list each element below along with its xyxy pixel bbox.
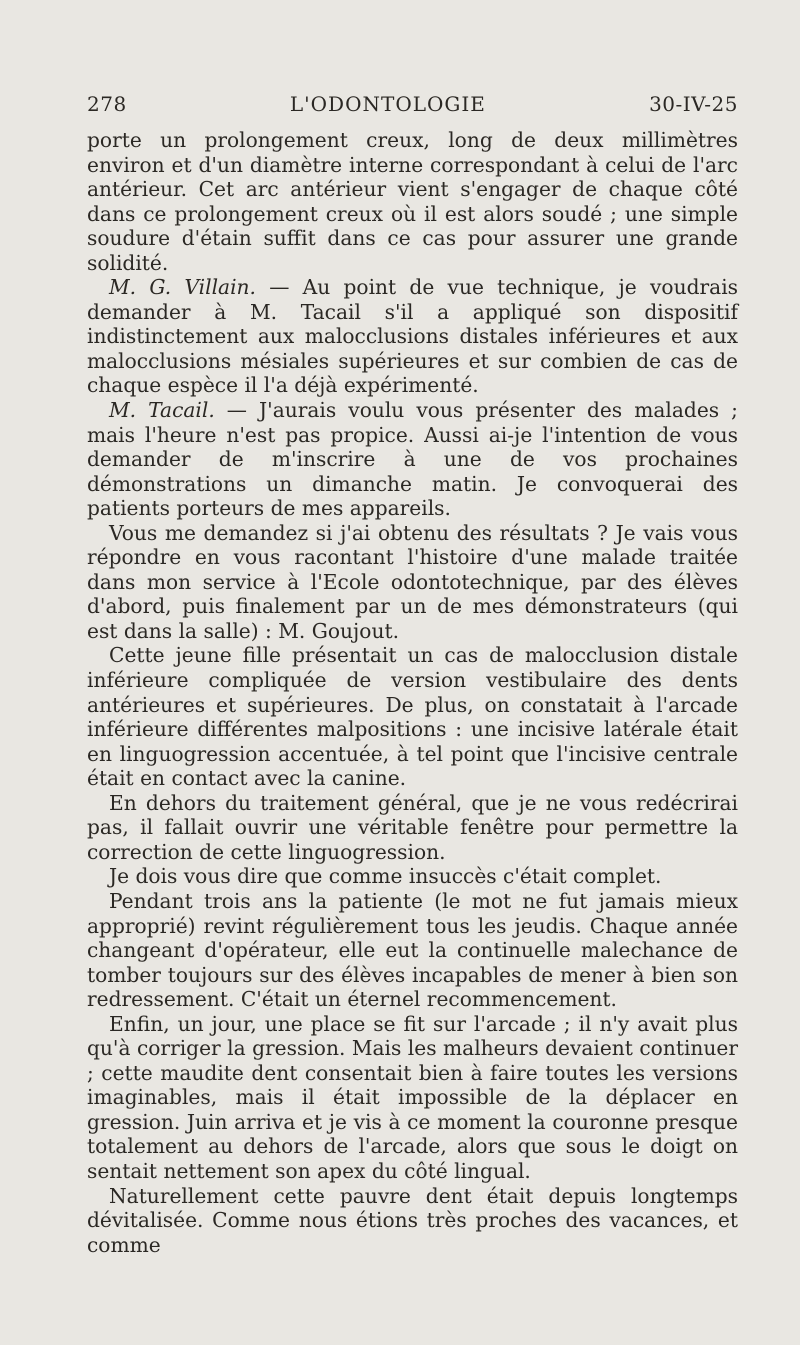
paragraph-text: Cette jeune fille présentait un cas de malocclusion distale inférieure compliquée de version vestibulaire des dents antérieures et supérieures. De plus, on constatait à l'arcade inférieure différentes malpositions : une incisive latérale était en linguogression accentuée, à tel point que l'incisive centrale était en contact avec la canine. <box>87 643 738 791</box>
paragraph <box>87 889 738 1012</box>
paragraph <box>87 1184 738 1258</box>
paragraph <box>87 864 738 889</box>
paragraph-text: — Au point de vue technique, je voudrais demander à M. Tacail s'il a appliqué son dispositif indistinctement aux malocclusions distales inférieures et aux malocclusions mésiales supérieures et sur combien de cas de chaque espèce il l'a déjà expérimenté. <box>87 275 739 398</box>
paragraph-text: Vous me demandez si j'ai obtenu des résultats ? Je vais vous répondre en vous racontant l'histoire d'une malade traitée dans mon service à l'Ecole odontotechnique, par des élèves d'abord, puis finalement par un de mes démonstrateurs (qui est dans la salle) : M. Goujout. <box>87 520 738 643</box>
paragraph <box>87 275 738 398</box>
journal-title: L'ODONTOLOGIE <box>289 92 486 116</box>
paragraph <box>87 398 738 521</box>
body-text <box>87 128 738 1257</box>
paragraph-text: Je dois vous dire que comme insuccès c'était complet. <box>109 864 662 889</box>
paragraph-text: En dehors du traitement général, que je ne vous redécrirai pas, il fallait ouvrir une véritable fenêtre pour permettre la correction de cette linguogression. <box>87 790 738 864</box>
paragraph-text: — J'aurais voulu vous présenter des malades ; mais l'heure n'est pas propice. Aussi ai-je l'intention de vous demander de m'inscrire à une de vos prochaines démonstrations un dimanche matin. Je convoquerai des patients porteurs de mes appareils. <box>87 398 738 521</box>
issue-date: 30-IV-25 <box>649 92 738 116</box>
paragraph <box>87 791 738 865</box>
page-number: 278 <box>87 92 127 116</box>
speaker-name: M. G. Villain. <box>109 275 256 300</box>
paragraph-text: Naturellement cette pauvre dent était depuis longtemps dévitalisée. Comme nous étions très proches des vacances, et comme <box>87 1183 738 1257</box>
paragraph <box>87 1012 738 1184</box>
paragraph <box>87 643 738 790</box>
speaker-name: M. Tacail. <box>109 398 215 423</box>
running-header <box>87 92 738 126</box>
paragraph-text: Pendant trois ans la patiente (le mot ne fut jamais mieux approprié) revint régulièrement tous les jeudis. Chaque année changeant d'opérateur, elle eut la continuelle malechance de tomber toujours sur des élèves incapables de mener à bien son redressement. C'était un éternel recommencement. <box>87 888 738 1012</box>
paragraph-text: porte un prolongement creux, long de deux millimètres environ et d'un diamètre interne correspondant à celui de l'arc antérieur. Cet arc antérieur vient s'engager de chaque côté dans ce prolongement creux où il est alors soudé ; une simple soudure d'étain suffit dans ce cas pour assurer une grande solidité. <box>87 128 738 275</box>
paragraph-text: Enfin, un jour, une place se fit sur l'arcade ; il n'y avait plus qu'à corriger la gression. Mais les malheurs devaient continuer ; cette maudite dent consentait bien à faire toutes les versions imaginables, mais il était impossible de la déplacer en gression. Juin arriva et je vis à ce moment la couronne presque totalement au dehors de l'arcade, alors que sous le doigt on sentait nettement son apex du côté lingual. <box>87 1011 738 1183</box>
paragraph <box>87 521 738 644</box>
paragraph <box>87 128 738 275</box>
